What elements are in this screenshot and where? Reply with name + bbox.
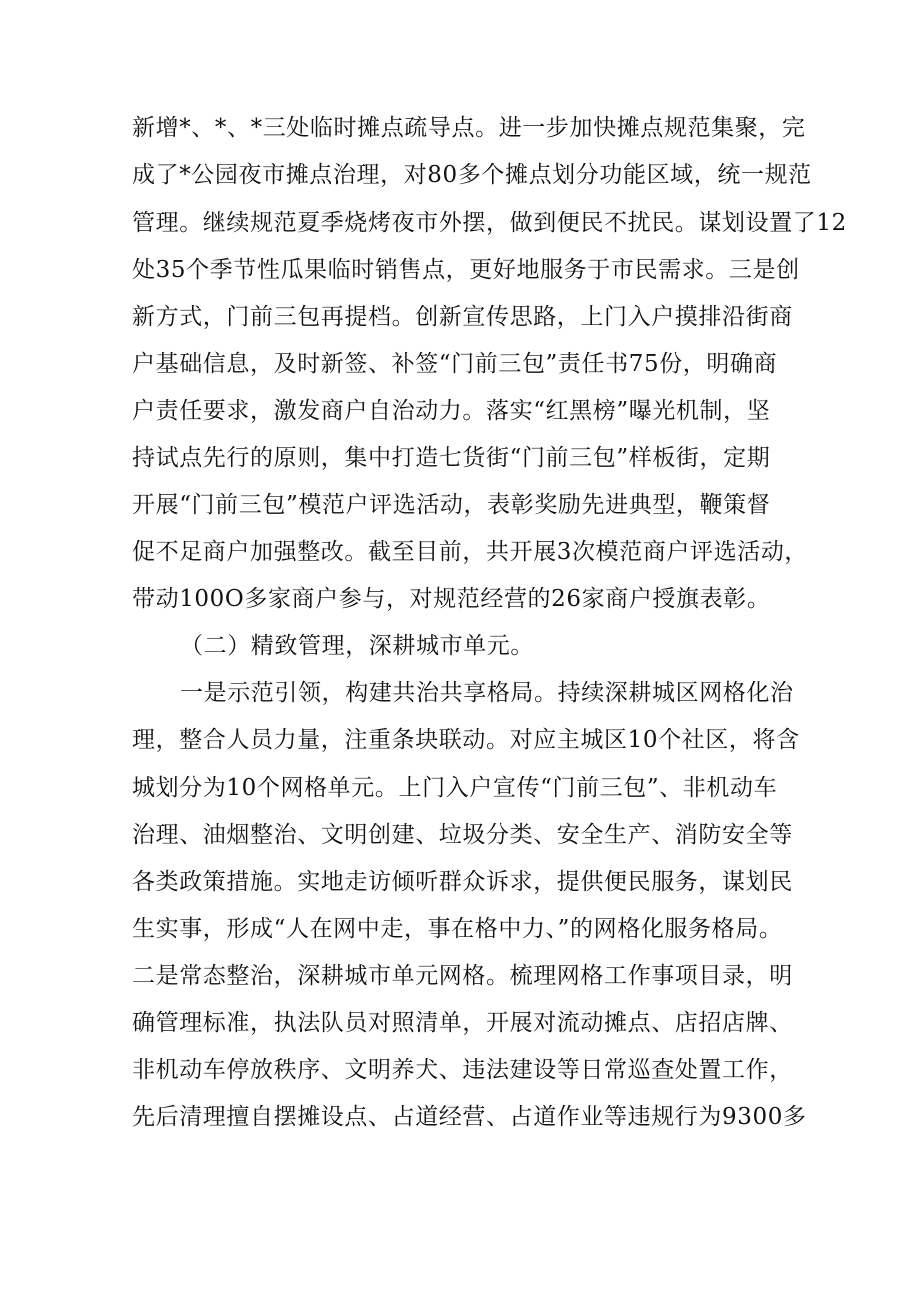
text-line: 新增*、*、*三处临时摊点疏导点。进一步加快摊点规范集聚，完: [132, 115, 806, 141]
text-line: 户责任要求，激发商户自治动力。落实“红黑榜”曝光机制，坚: [132, 398, 771, 424]
text-line: 城划分为10个网格单元。上门入户宣传“门前三包”、非机动车: [132, 775, 778, 801]
text-line: 确管理标准，执法队员对照清单，开展对流动摊点、店招店牌、: [132, 1010, 793, 1036]
text-line: 管理。继续规范夏季烧烤夜市外摆，做到便民不扰民。谋划设置了12: [132, 210, 847, 236]
text-line: 成了*公园夜市摊点治理，对80多个摊点划分功能区域，统一规范: [132, 162, 812, 188]
text-line: 二是常态整治，深耕城市单元网格。梳理网格工作事项目录，明: [132, 963, 793, 989]
text-line: 户基础信息，及时新签、补签“门前三包”责任书75份，明确商: [132, 351, 778, 377]
text-line: 治理、油烟整治、文明创建、垃圾分类、安全生产、消防安全等: [132, 822, 793, 848]
text-line: 各类政策措施。实地走访倾听群众诉求，提供便民服务，谋划民: [132, 869, 793, 895]
text-line: 生实事，形成“人在网中走，事在格中力、”的网格化服务格局。: [132, 916, 783, 942]
text-line: 理，整合人员力量，注重条块联动。对应主城区10个社区，将含: [132, 727, 800, 753]
text-line: 促不足商户加强整改。截至目前，共开展3次模范商户评选活动，: [132, 539, 809, 565]
text-line: 新方式，门前三包再提档。创新宣传思路，上门入户摸排沿街商: [132, 304, 793, 330]
text-line: 处35个季节性瓜果临时销售点，更好地服务于市民需求。三是创: [132, 257, 800, 283]
text-line: 带动100O多家商户参与，对规范经营的26家商户授旗表彰。: [132, 586, 771, 612]
text-line: 开展“门前三包”模范户评选活动，表彰奖励先进典型，鞭策督: [132, 492, 771, 518]
text-line: 先后清理擅自摆摊设点、占道经营、占道作业等违规行为9300多: [132, 1104, 807, 1130]
section-heading: （二）精致管理，深耕城市单元。: [180, 633, 534, 659]
paragraph-first-line: 一是示范引领，构建共治共享格局。持续深耕城区网格化治: [180, 680, 794, 706]
text-line: 非机动车停放秩序、文明养犬、违法建设等日常巡查处置工作，: [132, 1057, 793, 1083]
text-line: 持试点先行的原则，集中打造七货街“门前三包”样板街，定期: [132, 445, 771, 471]
